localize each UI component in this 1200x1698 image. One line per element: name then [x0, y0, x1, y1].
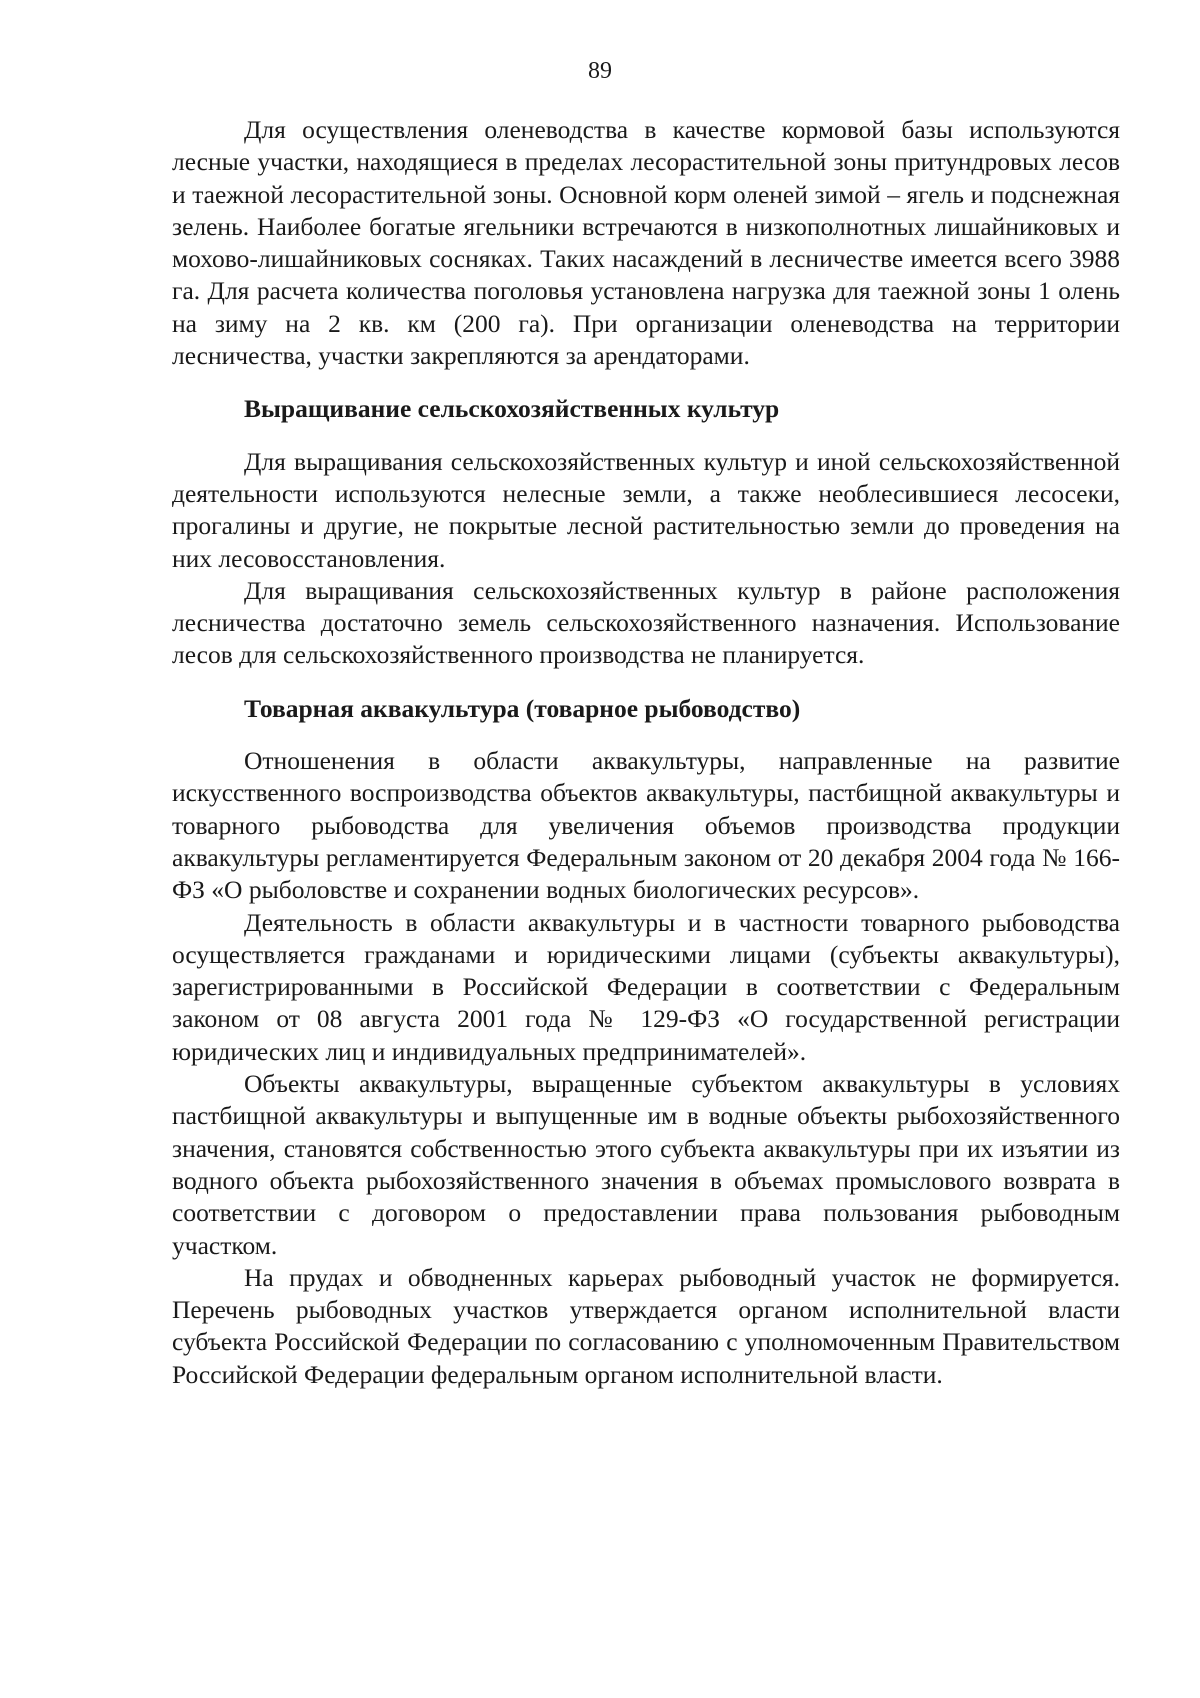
- document-body: [172, 114, 1120, 1391]
- aquaculture-paragraph-1: Отношенения в области аквакультуры, направленные на развитие искусственного воспроизводства объектов аквакультуры, пастбищной аквакультуры и товарного рыбоводства для увеличения объемов производства продукции аквакультуры регламентируется Федеральным законом от 20 декабря 2004 года № 166-ФЗ «О рыболовстве и сохранении водных биологических ресурсов».: [172, 746, 1120, 905]
- page-number: 89: [588, 58, 612, 84]
- aquaculture-paragraph-3: Объекты аквакультуры, выращенные субъектом аквакультуры в условиях пастбищной аквакультуры и выпущенные им в водные объекты рыбохозяйственного значения, становятся собственностью этого субъекта аквакультуры при их изъятии из водного объекта рыбохозяйственного значения в объемах промыслового возврата в соответствии с договором о предоставлении права пользования рыбоводным участком.: [172, 1069, 1120, 1260]
- aquaculture-paragraph-2: Деятельность в области аквакультуры и в частности товарного рыбоводства осуществляется гражданами и юридическими лицами (субъекты аквакультуры), зарегистрированными в Российской Федерации в соответствии с Федеральным законом от 08 августа 2001 года № 129-ФЗ «О государственной регистрации юридических лиц и индивидуальных предпринимателей».: [172, 907, 1120, 1066]
- aquaculture-paragraph-4: На прудах и обводненных карьерах рыбоводный участок не формируется. Перечень рыбоводных участков утверждается органом исполнительной власти субъекта Российской Федерации по согласованию с уполномоченным Правительством Российской Федерации федеральным органом исполнительной власти.: [172, 1262, 1120, 1389]
- aquaculture-heading: Товарная аквакультура (товарное рыбоводство): [244, 693, 801, 723]
- reindeer-paragraph: Для осуществления оленеводства в качестве кормовой базы используются лесные участки, находящиеся в пределах лесорастительной зоны притундровых лесов и таежной лесорастительной зоны. Основной корм оленей зимой – ягель и подснежная зелень. Наиболее богатые ягельники встречаются в низкополнотных лишайниковых и мохово-лишайниковых сосняках. Таких насаждений в лесничестве имеется всего 3988 га. Для расчета количества поголовья установлена нагрузка для таежной зоны 1 олень на зиму на 2 кв. км (200 га). При организации оленеводства на территории лесничества, участки закрепляются за арендаторами.: [172, 115, 1120, 371]
- crops-paragraph-1: Для выращивания сельскохозяйственных культур и иной сельскохозяйственной деятельности используются нелесные земли, а также необлесившиеся лесосеки, прогалины и другие, не покрытые лесной растительностью земли до проведения на них лесовосстановления.: [172, 446, 1120, 573]
- crops-paragraph-2: Для выращивания сельскохозяйственных культур в районе расположения лесничества достаточно земель сельскохозяйственного назначения. Использование лесов для сельскохозяйственного производства не планируется.: [172, 575, 1120, 670]
- crops-heading: Выращивание сельскохозяйственных культур: [244, 394, 780, 424]
